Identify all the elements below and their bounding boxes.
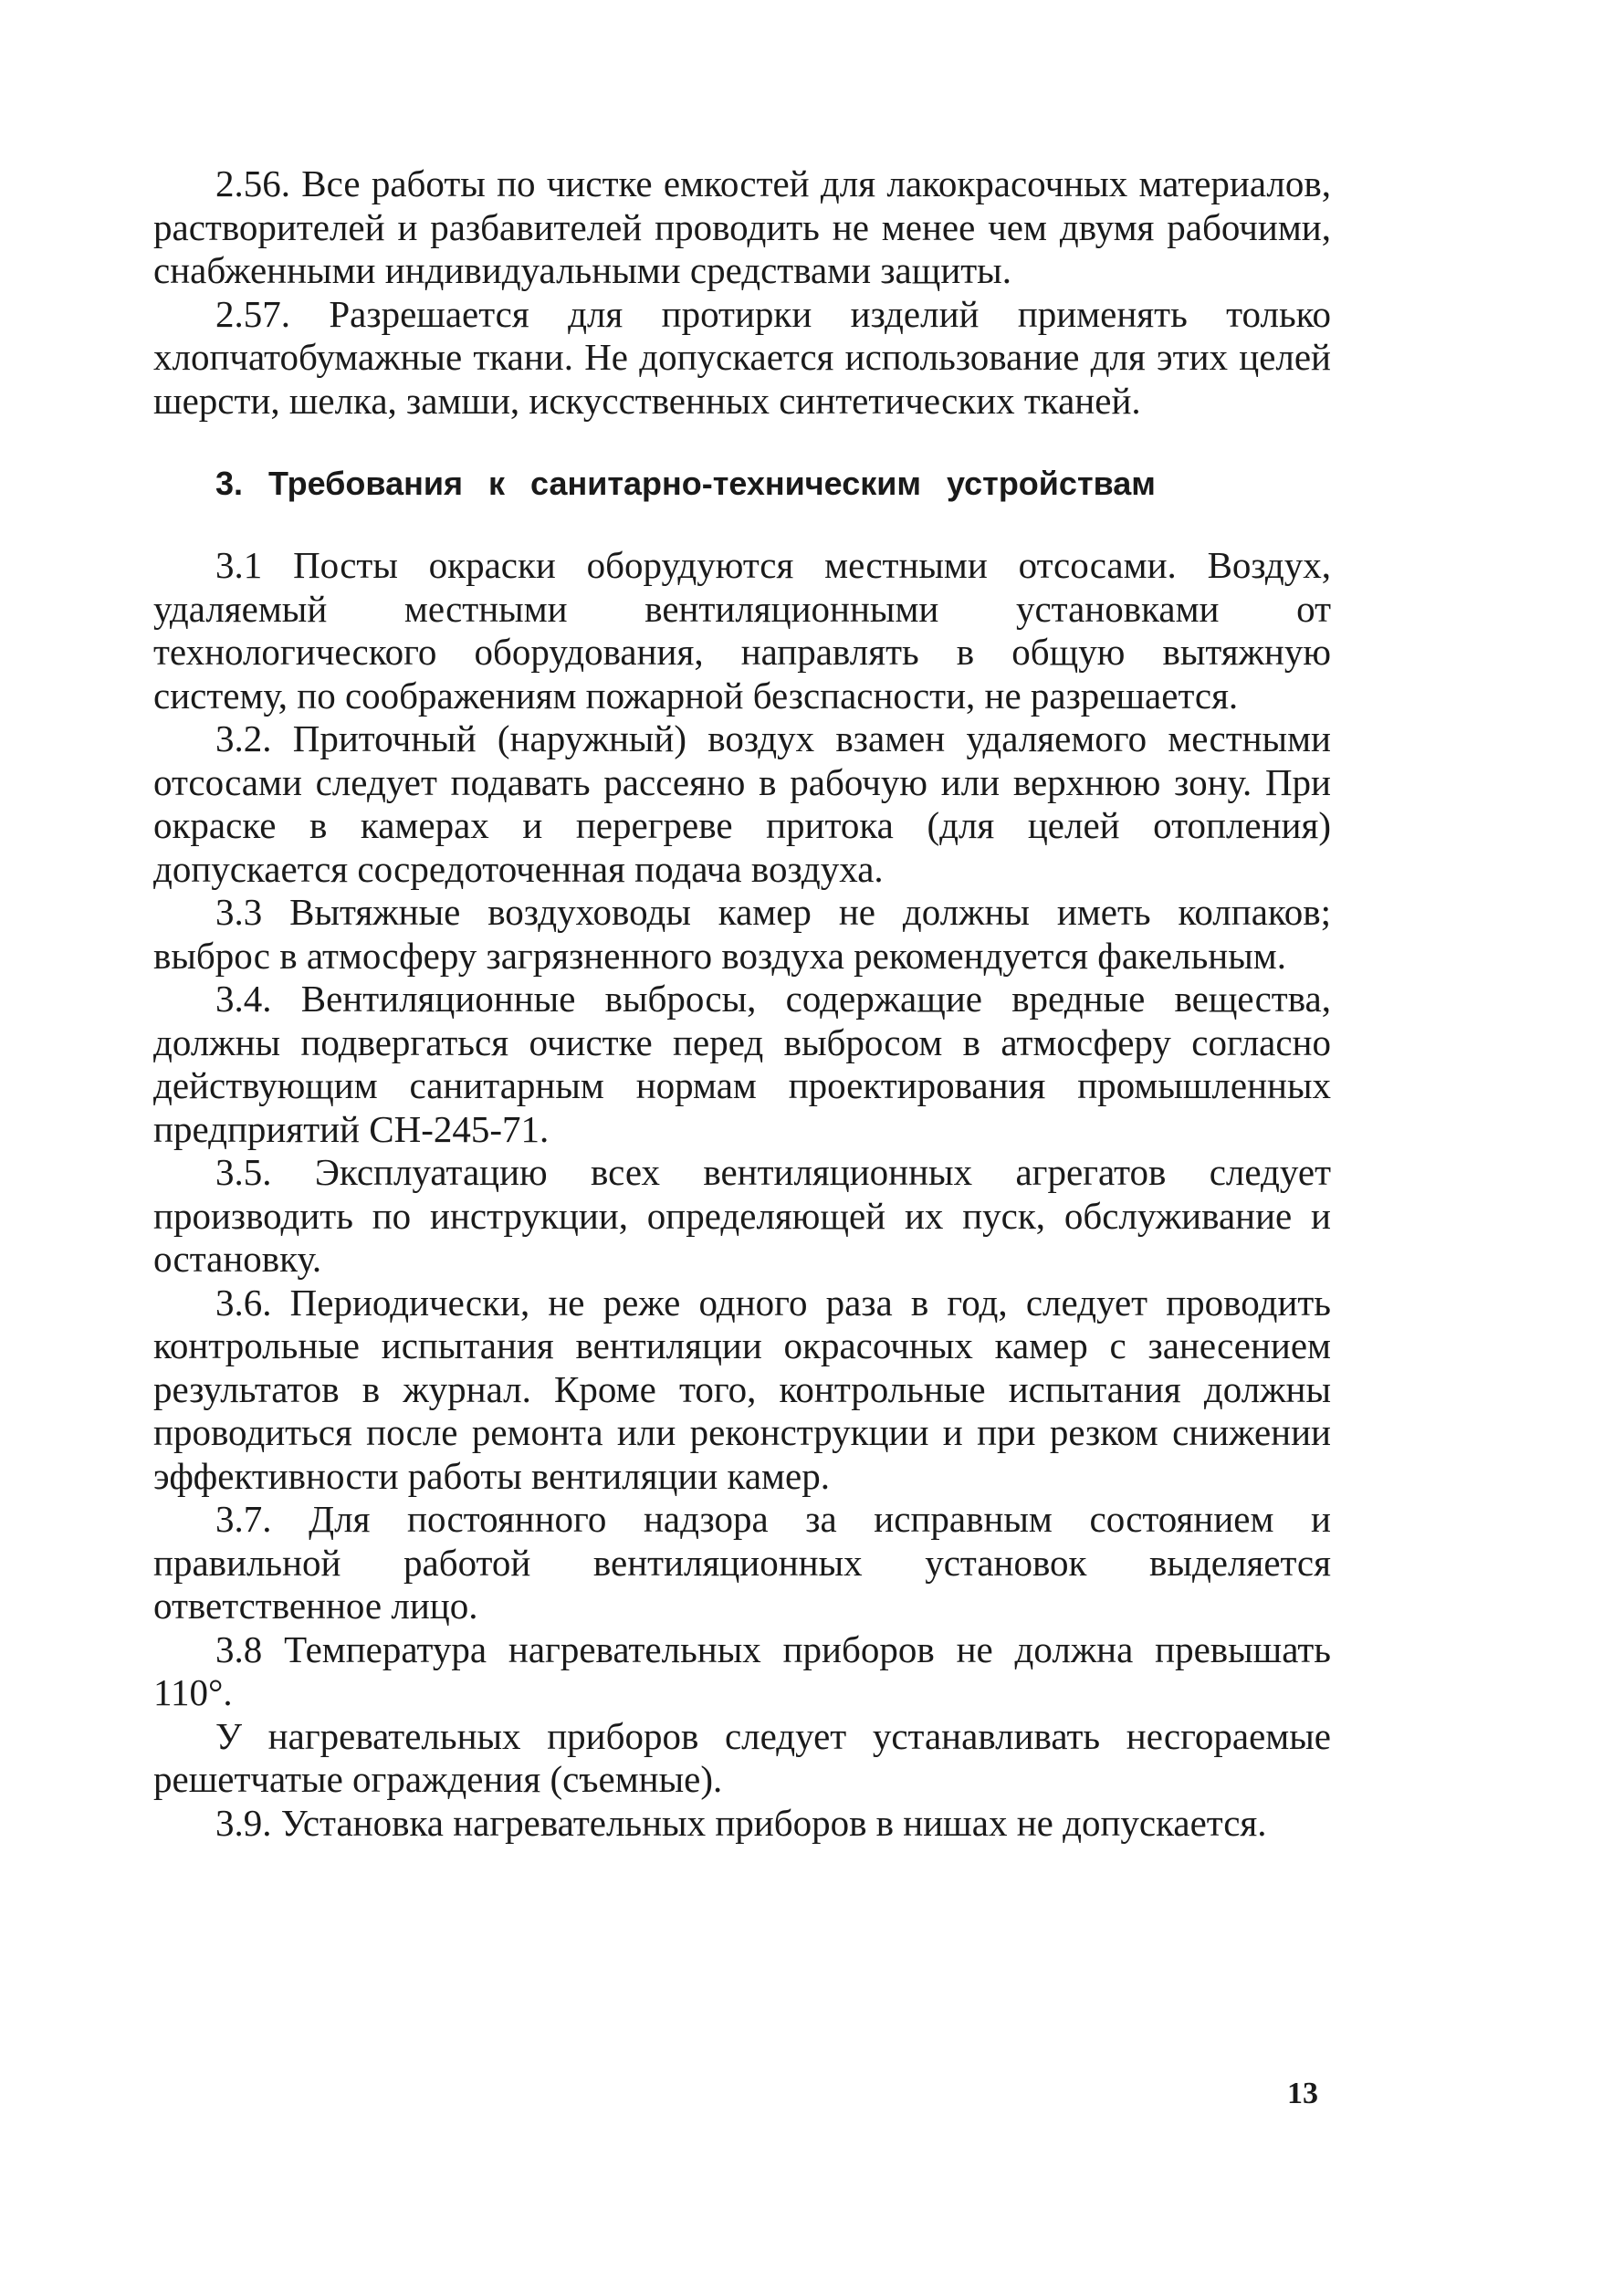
paragraph-3-5: 3.5. Эксплуатацию всех вентиляционных агрегатов следует производить по инструкции, определяющей их пуск, обслуживание и остановку. <box>153 1151 1331 1280</box>
paragraph-2-56: 2.56. Все работы по чистке емкостей для лакокрасочных материалов, растворителей и разбавителей проводить не менее чем двумя рабочими, снабженными индивидуальными средствами защиты. <box>153 162 1331 291</box>
document-page <box>153 162 1331 1845</box>
paragraph-3-6: 3.6. Периодически, не реже одного раза в год, следует проводить контрольные испытания вентиляции окрасочных камер с занесением результатов в журнал. Кроме того, контрольные испытания должны проводиться после ремонта или реконструкции и при резком снижении эффективности работы вентиляции камер. <box>153 1281 1331 1497</box>
paragraph-3-3: 3.3 Вытяжные воздуховоды камер не должны иметь колпаков; выброс в атмосферу загрязненного воздуха рекомендуется факельным. <box>153 891 1331 977</box>
paragraph-2-57: 2.57. Разрешается для протирки изделий применять только хлопчатобумажные ткани. Не допускается использование для этих целей шерсти, шелка, замши, искусственных синтетических тканей. <box>153 292 1331 422</box>
paragraph-3-1: 3.1 Посты окраски оборудуются местными отсосами. Воздух, удаляемый местными вентиляционными установками от технологического оборудования, направлять в общую вытяжную систему, по соображениям пожарной безспасности, не разрешается. <box>153 544 1331 717</box>
paragraph-3-8: 3.8 Температура нагревательных приборов не должна превышать 110°. <box>153 1627 1331 1713</box>
paragraph-3-2: 3.2. Приточный (наружный) воздух взамен удаляемого местными отсосами следует подавать рассеяно в рабочую или верхнюю зону. При окраске в камерах и перегреве притока (для целей отопления) допускается сосредоточенная подача воздуха. <box>153 717 1331 890</box>
section-heading: 3. Требования к санитарно-техническим устройствам <box>215 465 1156 502</box>
paragraph-heaters-guards: У нагревательных приборов следует устанавливать несгораемые решетчатые ограждения (съемные). <box>153 1714 1331 1800</box>
paragraph-3-7: 3.7. Для постоянного надзора за исправным состоянием и правильной работой вентиляционных установок выделяется ответственное лицо. <box>153 1498 1331 1627</box>
paragraph-3-4: 3.4. Вентиляционные выбросы, содержащие вредные вещества, должны подвергаться очистке перед выбросом в атмосферу согласно действующим санитарным нормам проектирования промышленных предприятий СН-245-71. <box>153 978 1331 1150</box>
page-number: 13 <box>1287 2077 1318 2110</box>
paragraph-3-9: 3.9. Установка нагревательных приборов в нишах не допускается. <box>215 1801 1267 1844</box>
